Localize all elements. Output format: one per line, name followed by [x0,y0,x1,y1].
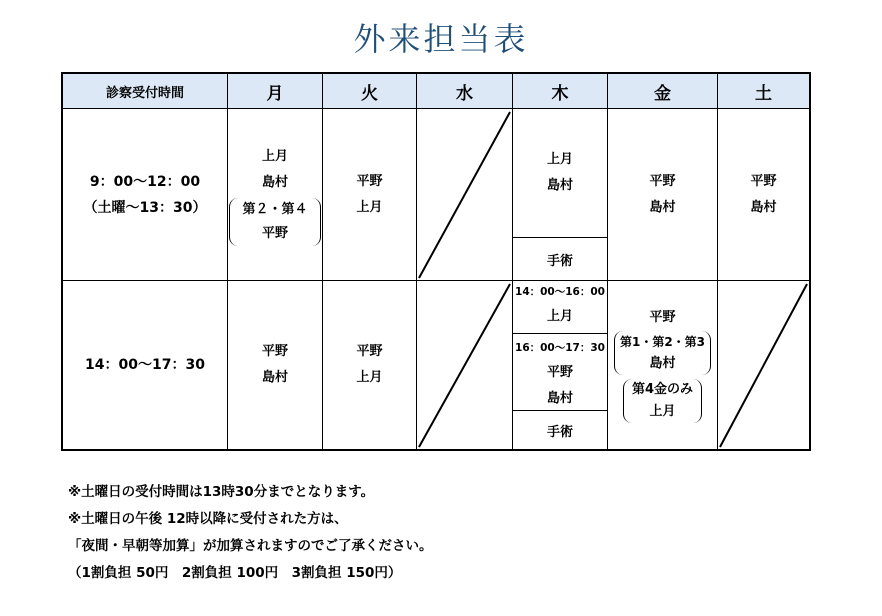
notes-section [68,479,433,587]
doctor-name: 島村 [750,199,777,215]
doctor-name: 平野 [649,173,676,189]
header-thursday: 木 [513,74,608,108]
header-monday: 月 [228,74,323,108]
doctor-name: 島村 [261,174,288,190]
schedule-note-bracket [623,379,702,423]
doctor-name: 平野 [649,310,676,325]
doctor-name: 平野 [261,225,288,241]
note-line: （1割負担 50円 2割負担 100円 3割負担 150円） [68,565,402,581]
outpatient-schedule-table [61,72,811,451]
thursday-slot2-time: 16：00～17：30 [515,341,605,354]
thursday-slot1-time: 14：00～16：00 [515,285,605,298]
doctor-name: 上月 [356,370,383,385]
doctor-name: 島村 [649,356,676,371]
doctor-name: 平野 [356,344,383,359]
doctor-name: 上月 [261,148,288,164]
week-note: 第4金のみ [631,382,694,397]
note-line: ※土曜日の午後 12時以降に受付された方は、 [68,511,348,527]
afternoon-tuesday-cell [323,281,416,449]
morning-friday-cell [608,109,717,280]
header-friday: 金 [608,74,718,108]
note-line: ※土曜日の受付時間は13時30分までとなります。 [68,484,375,500]
morning-time: 9：00～12：00 [89,173,201,190]
morning-monday-cell [228,109,322,280]
afternoon-thursday-surgery: 手術 [546,424,573,440]
doctor-name: 上月 [546,308,573,324]
header-wednesday: 水 [417,74,513,108]
schedule-note-bracket [229,198,320,246]
morning-time-cell [63,109,227,280]
doctor-name: 上月 [546,152,573,167]
header-saturday: 土 [718,74,809,108]
schedule-note-bracket [614,331,711,375]
doctor-name: 島村 [261,370,288,385]
doctor-name: 平野 [546,364,573,380]
afternoon-time-cell [63,281,227,449]
afternoon-wednesday-closed-slash [417,281,512,449]
afternoon-friday-cell [608,281,717,449]
morning-time-saturday: （土曜～13：30） [83,199,207,216]
header-tuesday: 火 [323,74,417,108]
morning-wednesday-closed-slash [417,109,512,280]
week-note: 第２・第４ [242,201,308,217]
week-note: 第1・第2・第3 [619,335,706,349]
doctor-name: 上月 [649,404,676,419]
doctor-name: 平野 [356,173,383,189]
morning-thursday-surgery: 手術 [546,253,573,269]
afternoon-time: 14：00～17：30 [85,357,205,373]
doctor-name: 平野 [750,173,777,189]
doctor-name: 島村 [546,178,573,193]
page-title: 外来担当表 [353,20,529,58]
cell-divider [513,333,607,334]
morning-tuesday-cell [323,109,416,280]
header-reception-time: 診察受付時間 [63,74,228,108]
afternoon-monday-cell [228,281,322,449]
note-line: 「夜間・早朝等加算」が加算されますのでご了承ください。 [68,538,433,554]
doctor-name: 上月 [356,199,383,215]
morning-thursday-cell [513,109,607,237]
doctor-name: 平野 [261,344,288,359]
doctor-name: 島村 [649,199,676,215]
afternoon-saturday-closed-slash [718,281,809,449]
morning-saturday-cell [718,109,809,280]
doctor-name: 島村 [546,390,573,406]
